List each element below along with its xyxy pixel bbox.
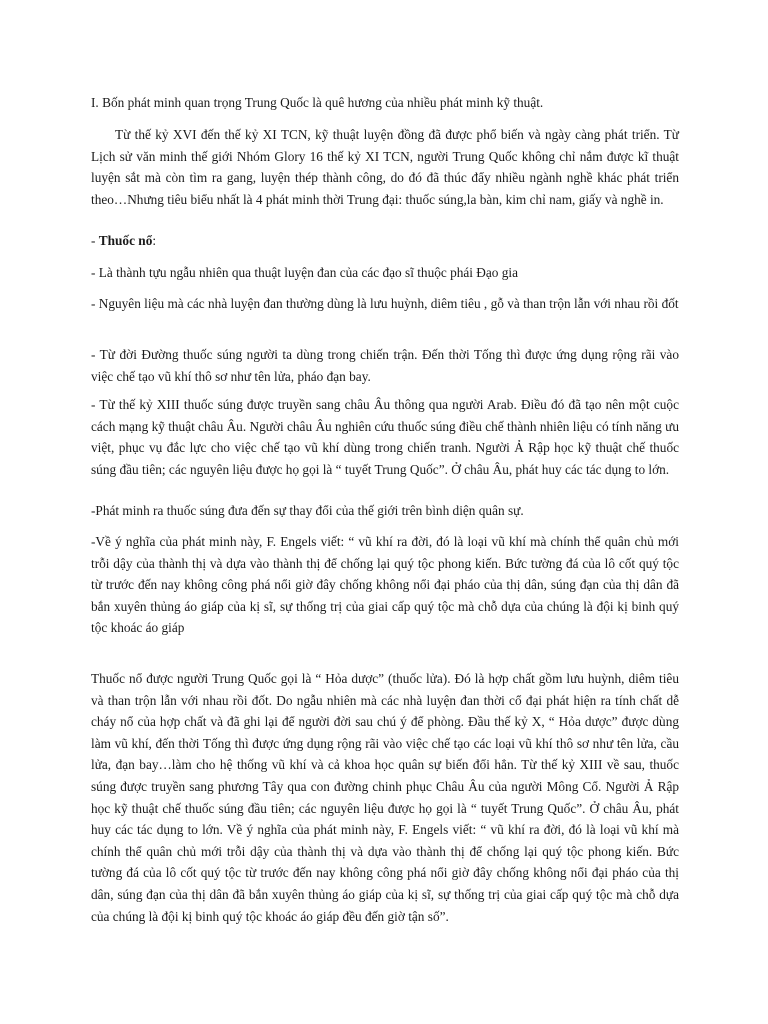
section-title: Thuốc nổ <box>98 233 153 248</box>
section-prefix: - <box>91 233 99 248</box>
intro-paragraph: Từ thế kỷ XVI đến thế kỷ XI TCN, kỹ thuật luyện đồng đã được phổ biến và ngày càng phát triển. Từ Lịch sử văn minh thế giới Nhóm Glory 16 thế kỷ XI TCN, người Trung Quốc không chỉ nắm được kĩ thuật luyện sắt mà còn tìm ra gang, luyện thép thành công, do đó đã thúc đẩy nhiều ngành nghề khác phát triển theo…Nhưng tiêu biểu nhất là 4 phát minh thời Trung đại: thuốc súng,la bàn, kim chỉ nam, giấy và nghề in. <box>91 127 679 207</box>
bullet-item: - Là thành tựu ngẫu nhiên qua thuật luyện đan của các đạo sĩ thuộc phái Đạo gia <box>91 265 519 280</box>
bullet-item: -Về ý nghĩa của phát minh này, F. Engels viết: “ vũ khí ra đời, đó là loại vũ khí mà chính thể quân chủ mới trỗi dậy của thành thị và dựa vào thành thị để chống lại quý tộc phong kiến. Bức tường đá của lô cốt quý tộc từ trước đến nay không công phá nổi giờ đây chống không nổi đại pháo của thị dân, súng đạn của thị dân đã bắn xuyên thủng áo giáp của kị sĩ, sự thống trị của giai cấp quý tộc mà chỗ dựa của chúng là đội kị binh quý tộc khoác áo giáp <box>91 534 679 636</box>
section-colon: : <box>152 233 157 248</box>
bullet-item: - Từ đời Đường thuốc súng người ta dùng trong chiến trận. Đến thời Tống thì được ứng dụng rộng rãi vào việc chế tạo vũ khí thô sơ như tên lửa, pháo đạn bay. <box>91 347 679 384</box>
closing-paragraph: Thuốc nổ được người Trung Quốc gọi là “ Hỏa dược” (thuốc lửa). Đó là hợp chất gồm lưu huỳnh, diêm tiêu và than trộn lẫn với nhau rồi đốt. Do ngẫu nhiên mà các nhà luyện đan thời cổ đại phát hiện ra tính chất dễ cháy nổ của hợp chất và đã ghi lại để người đời sau chú ý để phòng. Đầu thế kỷ X, “ Hỏa dược” được dùng làm vũ khí, đến thời Tống thì được ứng dụng rộng rãi vào việc chế tạo các loại vũ khí thô sơ như tên lửa, cầu lửa, đạn bay…làm cho hệ thống vũ khí và cả khoa học quân sự biến đổi hẳn. Từ thế kỷ XIII về sau, thuốc súng được truyền sang phương Tây qua con đường chinh phục Châu Âu của người Mông Cổ. Người Ả Rập học kỹ thuật chế thuốc súng đầu tiên; các nguyên liệu được họ gọi là “ tuyết Trung Quốc”. Ở châu Âu, phát huy các tác dụng to lớn. Về ý nghĩa của phát minh này, F. Engels viết: “ vũ khí ra đời, đó là loại vũ khí mà chính thể quân chủ mới trỗi dậy của thành thị và dựa vào thành thị để chống lại quý tộc phong kiến. Bức tường đá của lô cốt quý tộc từ trước đến nay không công phá nổi giờ đây chống không nổi đại pháo của thị dân, súng đạn của thị dân đã bắn xuyên thủng áo giáp của kị sĩ, sự thống trị của giai cấp quý tộc mà chỗ dựa của chúng là đội kị binh quý tộc khoác áo giáp đều đến giờ tận số”. <box>91 671 679 924</box>
bullet-item: - Nguyên liệu mà các nhà luyện đan thường dùng là lưu huỳnh, diêm tiêu , gỗ và than trộn lẫn với nhau rồi đốt <box>91 296 679 311</box>
bullet-item: -Phát minh ra thuốc súng đưa đến sự thay đổi của thế giới trên bình diện quân sự. <box>91 503 524 518</box>
document-title: I. Bốn phát minh quan trọng Trung Quốc là quê hương của nhiều phát minh kỹ thuật. <box>91 95 544 110</box>
section-heading <box>91 230 679 252</box>
bullet-item: - Từ thế kỷ XIII thuốc súng được truyền sang châu Âu thông qua người Arab. Điều đó đã tạo nên một cuộc cách mạng kỹ thuật châu Âu. Người châu Âu nghiên cứu thuốc súng điều chế thành nhiên liệu có tính năng ưu việt, phục vụ đắc lực cho việc chế tạo vũ khí dùng trong chiến tranh. Người Ả Rập học kỹ thuật chế thuốc súng đầu tiên; các nguyên liệu được họ gọi là “ tuyết Trung Quốc”. Ở châu Âu, phát huy các tác dụng to lớn. <box>91 397 679 477</box>
